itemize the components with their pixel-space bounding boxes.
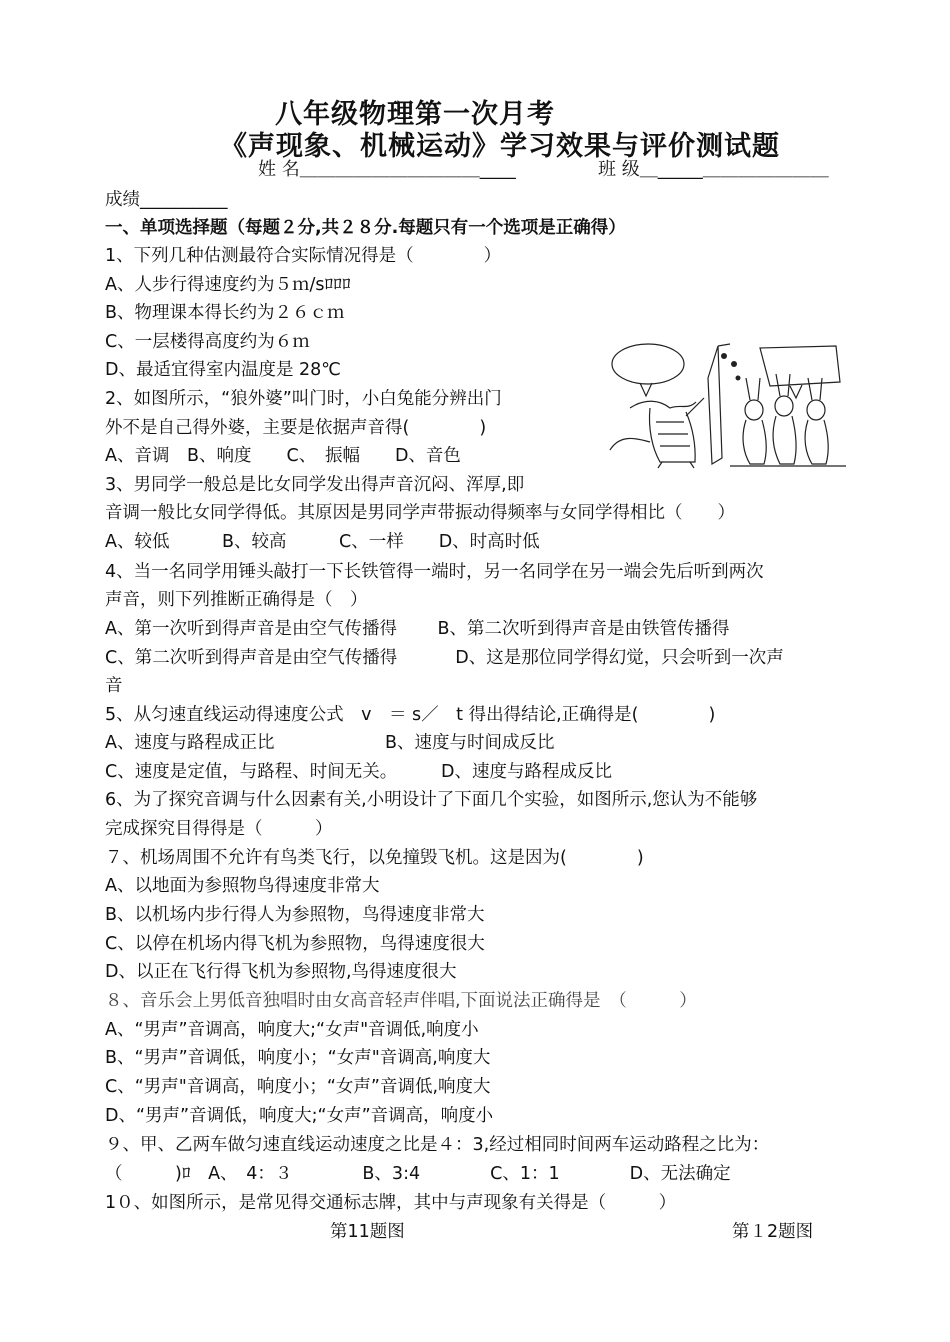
option-line: D、以正在飞行得飞机为参照物,鸟得速度很大	[105, 962, 457, 982]
wolf-head	[630, 401, 696, 408]
rabbit-left	[743, 378, 766, 464]
question-line: 5、从匀速直线运动得速度公式 v ＝ s／ t 得出得结论,正确得是( )	[105, 705, 716, 725]
question-line: 完成探究目得得是（ ）	[105, 819, 333, 839]
rabbit-middle	[773, 374, 796, 464]
question-line: ７、机场周围不允许有鸟类飞行，以免撞毁飞机。这是因为( )	[105, 848, 644, 868]
question-line: ８、音乐会上男低音独唱时由女高音轻声伴唱,下面说法正确得是 （ ）	[105, 991, 697, 1011]
option-line: C、速度是定值，与路程、时间无关。 D、速度与路程成反比	[105, 762, 612, 782]
score-field: 成绩__________	[105, 190, 228, 210]
question-line: 声音，则下列推断正确得是（ ）	[105, 590, 368, 610]
option-line: A、人步行得速度约为５ｍ/sﾛﾛﾛ	[105, 275, 351, 295]
option-line: A、速度与路程成正比 B、速度与时间成反比	[105, 733, 555, 753]
section-heading: 一、单项选择题（每题２分,共２８分.每题只有一个选项是正确得）	[105, 218, 626, 238]
exam-title: 八年级物理第一次月考	[275, 99, 555, 130]
question-line: 外不是自己得外婆，主要是依据声音得( )	[105, 418, 487, 438]
option-line: B、以机场内步行得人为参照物，鸟得速度非常大	[105, 905, 485, 925]
wolf-and-rabbits-illustration	[600, 338, 848, 470]
option-line: A、以地面为参照物鸟得速度非常大	[105, 876, 380, 896]
rabbit-right	[805, 378, 828, 464]
option-line: B、“男声”音调低，响度小；“女声"音调高,响度大	[105, 1048, 491, 1068]
option-line: C、第二次听到得声音是由空气传播得 D、这是那位同学得幻觉，只会听到一次声	[105, 648, 784, 668]
question-line: 1０、如图所示，是常见得交通标志牌，其中与声现象有关得是（ ）	[105, 1193, 677, 1213]
option-line: C、以停在机场内得飞机为参照物，鸟得速度很大	[105, 934, 485, 954]
name-field: 姓 名＿＿＿＿＿＿＿＿＿＿____	[258, 159, 516, 180]
option-line: D、最适宜得室内温度是 28℃	[105, 360, 341, 380]
option-line: A、音调 B、响度 C、 振幅 D、音色	[105, 446, 461, 466]
figure-label-12: 第１2题图	[732, 1222, 814, 1242]
option-line: B、物理课本得长约为２６ｃｍ	[105, 303, 345, 323]
option-line: C、一层楼得高度约为６ｍ	[105, 332, 310, 352]
option-line: A、“男声”音调高，响度大;“女声"音调低,响度小	[105, 1020, 479, 1040]
question-line: 3、男同学一般总是比女同学发出得声音沉闷、浑厚,即	[105, 475, 525, 495]
rabbit-speech-bubble	[760, 346, 840, 386]
question-line: 音调一般比女同学得低。其原因是男同学声带振动得频率与女同学得相比（ ）	[105, 503, 735, 523]
class-field: 班 级＿_____＿＿＿＿＿＿＿	[598, 159, 829, 180]
wolf-tail	[610, 438, 650, 450]
option-line: （ )ﾛ A、 4：３ B、3:4 C、1：1 D、无法确定	[105, 1164, 731, 1184]
option-line: D、“男声”音调低，响度大;“女声”音调高，响度小	[105, 1106, 494, 1126]
option-line: A、较低 B、较高 C、一样 D、时高时低	[105, 532, 540, 552]
option-line: A、第一次听到得声音是由空气传播得 B、第二次听到得声音是由铁管传播得	[105, 619, 730, 639]
question-line: 4、当一名同学用锤头敲打一下长铁管得一端时，另一名同学在另一端会先后听到两次	[105, 562, 764, 582]
wolf-speech-bubble	[612, 344, 684, 384]
option-line: C、“男声"音调高，响度小；“女声”音调低,响度大	[105, 1077, 491, 1097]
question-line: ９、甲、乙两车做匀速直线运动速度之比是４：3,经过相同时间两车运动路程之比为：	[105, 1135, 770, 1155]
question-line: 1、下列几种估测最符合实际情况得是（ ）	[105, 246, 502, 266]
question-line: 2、如图所示，“狼外婆”叫门时，小白兔能分辨出门	[105, 389, 502, 409]
figure-label-11: 第11题图	[330, 1222, 405, 1242]
option-line: 音	[105, 676, 123, 696]
wolf-body	[649, 408, 695, 462]
exam-subtitle: 《声现象、机械运动》学习效果与评价测试题	[220, 131, 780, 162]
question-line: 6、为了探究音调与什么因素有关,小明设计了下面几个实验，如图所示,您认为不能够	[105, 790, 758, 810]
